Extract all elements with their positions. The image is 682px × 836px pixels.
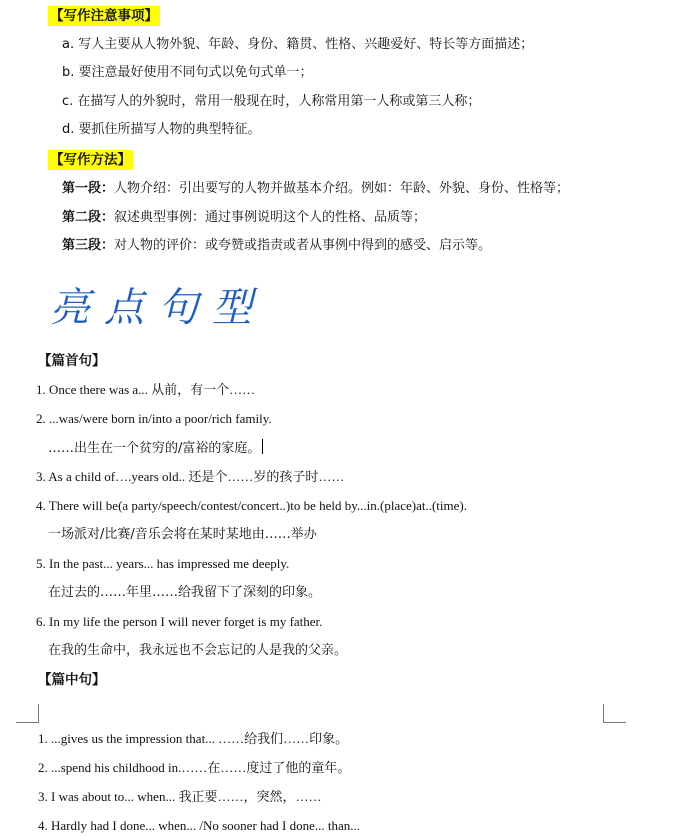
middle-sentence: 1. ...gives us the impression that... ……给我们……印象。 bbox=[38, 731, 349, 746]
opening-sentence-cn-text: ……出生在一个贫穷的/富裕的家庭。 bbox=[48, 441, 261, 456]
opening-sentence-cn bbox=[48, 439, 263, 458]
writing-note-item: d. 要抓住所描写人物的典型特征。 bbox=[62, 122, 261, 137]
writing-method-heading: 【写作方法】 bbox=[50, 152, 131, 168]
opening-sentence-en: 4. There will be(a party/speech/contest/concert..)to be held by...in.(place)at..(time). bbox=[36, 498, 467, 513]
opening-sentence-cn: 一场派对/比赛/音乐会将在某时某地由……举办 bbox=[48, 527, 317, 542]
method-paragraph-text: 人物介绍：引出要写的人物并做基本介绍。例如：年龄、外貌、身份、性格等； bbox=[114, 181, 570, 196]
opening-sentence-cn: 在过去的……年里……给我留下了深刻的印象。 bbox=[48, 585, 322, 600]
middle-sentence: 4. Hardly had I done... when... /No sooner had I done... than... bbox=[38, 818, 361, 833]
middle-sentences-heading: 【篇中句】 bbox=[38, 672, 106, 688]
method-paragraph-label: 第二段： bbox=[62, 210, 115, 225]
opening-sentence-en: 3. As a child of….years old.. 还是个……岁的孩子时…… bbox=[36, 469, 345, 484]
writing-note-item: a. 写人主要从人物外貌、年龄、身份、籍贯、性格、兴趣爱好、特长等方面描述； bbox=[62, 37, 534, 52]
method-paragraph bbox=[62, 180, 569, 198]
method-paragraph-text: 对人物的评价：或夸赞或指责或者从事例中得到的感受、启示等。 bbox=[114, 238, 492, 253]
middle-sentence: 3. I was about to... when... 我正要……，突然，…… bbox=[38, 789, 322, 804]
opening-sentences-heading: 【篇首句】 bbox=[38, 353, 106, 369]
opening-sentence-en: 5. In the past... years... has impressed me deeply. bbox=[36, 556, 290, 571]
opening-sentence-en: 2. ...was/were born in/into a poor/rich family. bbox=[36, 411, 272, 426]
page-margin-corner-left bbox=[16, 704, 39, 723]
writing-note-item: c. 在描写人的外貌时，常用一般现在时，人称常用第一人称或第三人称； bbox=[62, 94, 481, 109]
middle-sentence: 2. ...spend his childhood in.……在……度过了他的童年。 bbox=[38, 760, 351, 775]
highlight-sentences-title: 亮点句型 bbox=[50, 285, 266, 331]
writing-note-item: b. 要注意最好使用不同句式以免句式单一； bbox=[62, 65, 313, 80]
method-paragraph bbox=[62, 237, 491, 255]
method-paragraph-label: 第一段： bbox=[62, 181, 115, 196]
writing-notes-heading: 【写作注意事项】 bbox=[50, 8, 158, 24]
page-margin-corner-right bbox=[603, 704, 626, 723]
opening-sentence-en: 6. In my life the person I will never forget is my father. bbox=[36, 614, 323, 629]
method-paragraph-label: 第三段： bbox=[62, 238, 115, 253]
text-cursor bbox=[262, 439, 263, 454]
method-paragraph-text: 叙述典型事例：通过事例说明这个人的性格、品质等； bbox=[114, 210, 427, 225]
method-paragraph bbox=[62, 209, 426, 227]
opening-sentence-en: 1. Once there was a... 从前，有一个…… bbox=[36, 382, 256, 397]
opening-sentence-cn: 在我的生命中，我永远也不会忘记的人是我的父亲。 bbox=[48, 643, 348, 658]
